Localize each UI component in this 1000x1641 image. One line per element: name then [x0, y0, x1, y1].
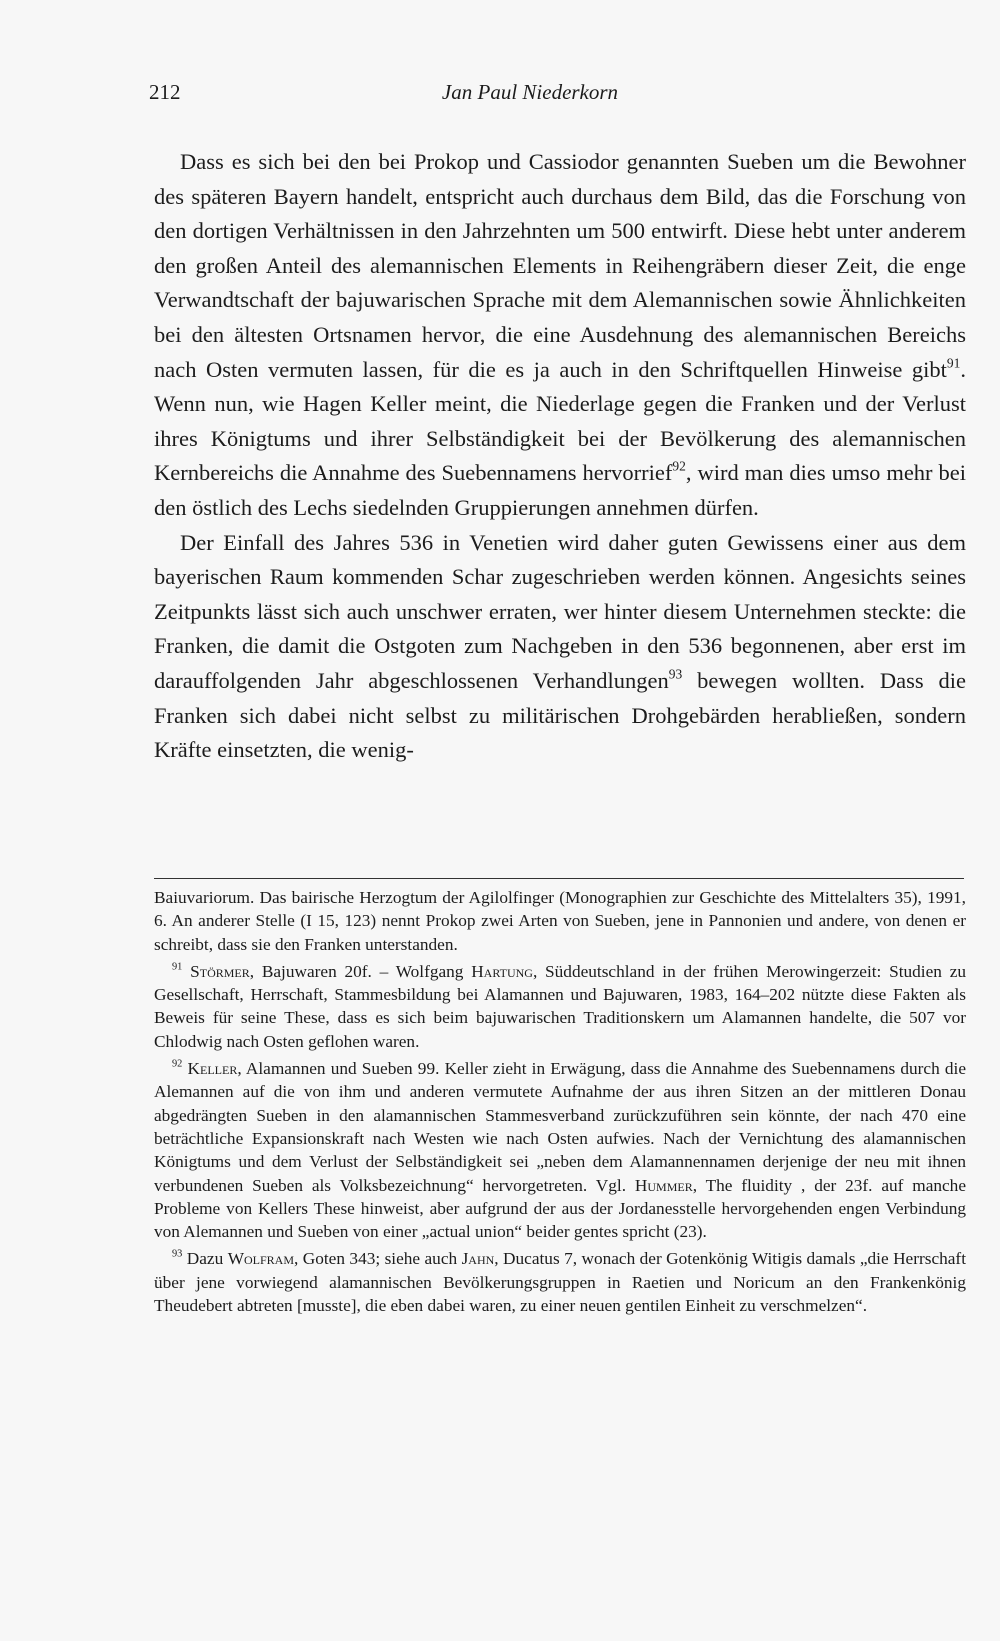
- footnote-separator: [154, 878, 964, 879]
- paragraph-1-text-a: Dass es sich bei den bei Prokop und Cassiodor genannten Sueben um die Bewohner des späteren Bayern handelt, entspricht auch durchaus dem Bild, das die Forschung von den dortigen Verhältnissen in den Jahrzehnten um 500 entwirft. Diese hebt unter anderem den großen Anteil des alemannischen Elements in Reihengräbern dieser Zeit, die enge Verwandtschaft der bajuwarischen Sprache mit dem Alemannischen sowie Ähnlichkeiten bei den ältesten Ortsnamen hervor, die eine Ausdehnung des alemannischen Bereichs nach Osten vermuten lassen, für die es ja auch in den Schriftquellen Hinweise gibt: [154, 149, 966, 382]
- footnote-91-author-2: Hartung: [471, 961, 533, 981]
- footnote-93-number: 93: [172, 1249, 183, 1261]
- footnote-93-text-1: , Goten 343; siehe auch: [294, 1249, 462, 1269]
- paragraph-1: [154, 145, 966, 526]
- paragraph-1-text-c: , wird man dies umso mehr bei den östlich des Lechs siedelnden Gruppierungen annehmen dürfen.: [154, 460, 967, 520]
- footnote-91-text-2: , Süddeutschland in der frühen Merowingerzeit: Studien zu Gesellschaft, Herrschaft, Stammesbildung bei Alamannen und Bajuwaren, 1983, 164–202 nützte diese Fakten als Beweis für seine These, dass es sich beim bajuwarischen Traditionskern um Alamannen handelte, die 507 vor Chlodwig nach Osten geflohen waren.: [154, 961, 967, 1051]
- running-head: Jan Paul Niederkorn: [441, 80, 619, 104]
- footnote-93: [154, 1247, 966, 1317]
- footnote-93-text-0: Dazu: [182, 1249, 228, 1269]
- footnote-91-text-1: , Bajuwaren 20f. – Wolfgang: [249, 961, 472, 981]
- footnote-92: [154, 1057, 966, 1243]
- footnote-92-author-2: Hummer: [634, 1175, 693, 1195]
- footnote-92-text-1: , Alamannen und Sueben 99. Keller zieht in Erwägung, dass die Annahme des Suebennamens durch die Alemannen auf die von ihm und anderen vermutete Aufnahme der aus ihren Sitzen an der mittleren Donau abgedrängten Sueben in den alamannischen Stammesverband zurückzuführen sein könnte, der nach 470 eine beträchtliche Expansionskraft nach Westen wie nach Osten aufwies. Nach der Vernichtung des alamannischen Königtums und dem Verlust der Selbständigkeit sei „neben dem Alamannennamen derjenige der neu mit ihnen verbundenen Sueben als Volksbezeichnung“ hervorgetreten. Vgl.: [154, 1059, 966, 1195]
- footnote-92-author-1: Keller: [187, 1059, 238, 1079]
- page-number: 212: [149, 80, 181, 104]
- footnote-91: [154, 960, 966, 1053]
- paragraph-2-text-b: bewegen wollten. Dass die Franken sich dabei nicht selbst zu militärischen Drohgebärden herabließen, sondern Kräfte einsetzten, die wenig-: [154, 667, 966, 763]
- paragraph-1-text-b: . Wenn nun, wie Hagen Keller meint, die Niederlage gegen die Franken und der Verlust ihres Königtums und ihrer Selbständigkeit bei der Bevölkerung des alemannischen Kernbereichs die Annahme des Suebennamens hervorrief: [154, 356, 966, 486]
- footnote-92-number: 92: [172, 1058, 183, 1070]
- paragraph-2: [154, 526, 966, 768]
- footnote-ref-92: 92: [672, 458, 686, 474]
- footnote-continuation: Baiuvariorum. Das bairische Herzogtum der Agilolfinger (Monographien zur Geschichte des Mittelalters 35), 1991, 6. An anderer Stelle (I 15, 123) nennt Prokop zwei Arten von Sueben, jene in Pannonien und andere, von denen er schreibt, dass sie den Franken unterstanden.: [154, 888, 966, 954]
- footnote-ref-91: 91: [946, 355, 961, 371]
- footnote-91-author-1: Störmer: [190, 961, 250, 981]
- main-text: [154, 145, 966, 768]
- footnote-93-author-1: Wolfram: [227, 1249, 295, 1269]
- footnotes: [154, 886, 966, 1317]
- paragraph-2-text-a: Der Einfall des Jahres 536 in Venetien wird daher guten Gewissens einer aus dem bayerischen Raum kommenden Schar zugeschrieben werden können. Angesichts seines Zeitpunkts lässt sich auch unschwer erraten, wer hinter diesem Unternehmen steckte: die Franken, die damit die Ostgoten zum Nachgeben in den 536 begonnenen, aber erst im darauffolgenden Jahr abgeschlossenen Verhandlungen: [154, 529, 966, 693]
- footnote-ref-93: 93: [668, 666, 683, 682]
- footnote-91-number: 91: [172, 961, 183, 973]
- footnote-93-text-2: , Ducatus 7, wonach der Gotenkönig Witigis damals „die Herrschaft über jene vorwiegend alamannischen Bevölkerungsgruppen in Raetien und Noricum an den Frankenkönig Theudebert abtreten [musste], die eben dabei waren, zu einer neuen gentilen Einheit zu verschmelzen“.: [154, 1249, 966, 1316]
- footnote-93-author-2: Jahn: [461, 1249, 495, 1269]
- footnote-92-text-2: , The fluidity , der 23f. auf manche Probleme von Kellers These hinweist, aber aufgrund der aus der Jordanesstelle hervorgehenden engen Verbindung von Alemannen und Sueben von einer „actual union“ beider gentes spricht (23).: [154, 1175, 966, 1242]
